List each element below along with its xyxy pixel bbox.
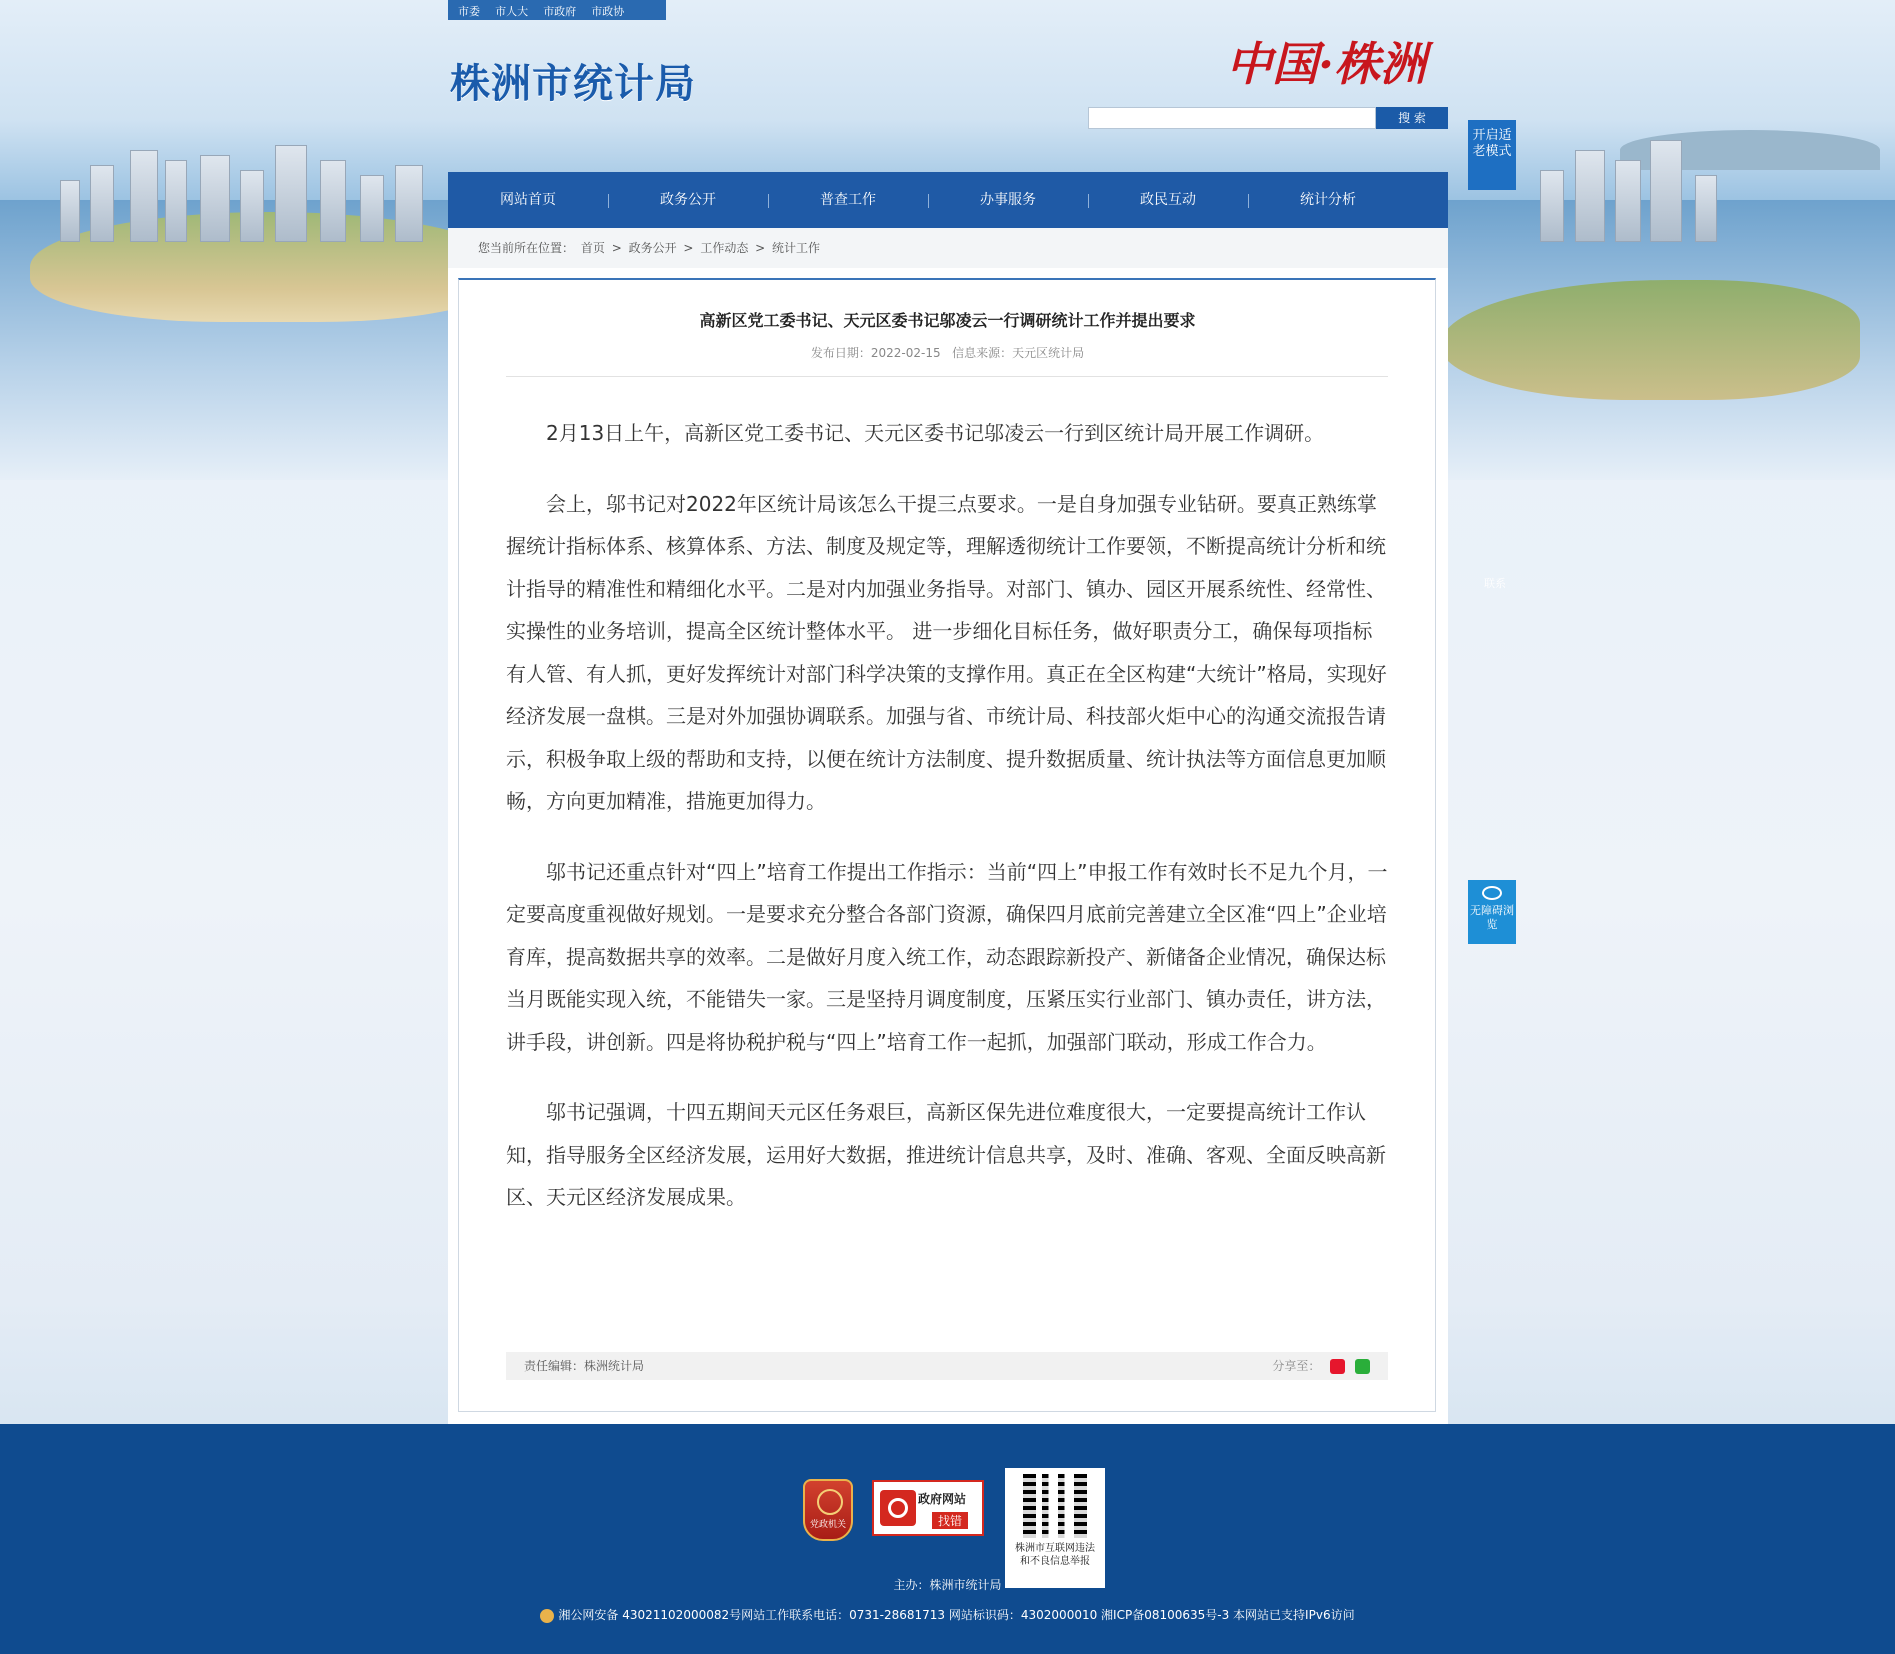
article-title: 高新区党工委书记、天元区委书记邬凌云一行调研统计工作并提出要求 [699, 311, 1196, 330]
article-meta [0, 344, 1895, 361]
accessibility-button[interactable] [1468, 880, 1516, 944]
building [360, 175, 384, 242]
nav-services[interactable]: 办事服务 [928, 172, 1088, 228]
search-input[interactable] [1088, 107, 1376, 129]
magnifier-icon [880, 1490, 916, 1526]
building [130, 150, 158, 242]
top-link-party[interactable]: 市委 [458, 5, 480, 18]
side-contact-label[interactable]: 联系 [1484, 577, 1506, 590]
top-links-bar [448, 0, 666, 20]
top-link-npc[interactable]: 市人大 [495, 5, 529, 18]
accessibility-label: 无障碍浏览 [1470, 904, 1514, 931]
nav-home[interactable]: 网站首页 [500, 192, 556, 208]
wechat-share-icon[interactable] [1355, 1359, 1370, 1374]
editor-bar [506, 1352, 1388, 1380]
source-label: 信息来源： [952, 346, 1013, 360]
article-source: 天元区统计局 [1012, 346, 1085, 360]
building [60, 180, 80, 242]
weibo-share-icon[interactable] [1330, 1359, 1345, 1374]
breadcrumb-gov-affairs[interactable]: 政务公开 [628, 241, 677, 255]
main-nav [448, 172, 1448, 228]
breadcrumb-separator: > [683, 241, 694, 255]
elder-mode-button[interactable]: 开启适老模式 [1468, 120, 1516, 190]
breadcrumb-work-news[interactable]: 工作动态 [700, 241, 749, 255]
gov-site-error-report-badge[interactable] [872, 1480, 984, 1536]
party-gov-badge[interactable] [803, 1479, 853, 1541]
record-text: 湘公网安备 43021102000082号网站工作联系电话：0731-28681713 网站标识码：4302000010 湘ICP备08100635号-3 本网站已支持IPv6访问 [558, 1608, 1355, 1622]
site-logo[interactable]: 株洲市统计局 [450, 61, 696, 107]
badge-line2: 找错 [932, 1512, 968, 1529]
report-qr-code[interactable] [1005, 1468, 1105, 1588]
building [1615, 160, 1641, 242]
qr-caption: 株洲市互联网违法和不良信息举报 [1015, 1543, 1095, 1567]
party-gov-badge-label: 党政机关 [809, 1520, 846, 1530]
slogan-calligraphy: 中国·株洲 [1226, 37, 1427, 91]
article-body [506, 412, 1388, 1247]
share-label: 分享至： [1272, 1359, 1321, 1373]
eye-icon [1482, 886, 1502, 900]
footer [0, 1424, 1895, 1654]
nav-census[interactable]: 普查工作 [768, 172, 928, 228]
nav-gov-affairs[interactable]: 政务公开 [608, 172, 768, 228]
badge-line1: 政府网站 [918, 1492, 967, 1506]
breadcrumb [448, 228, 1448, 268]
building [395, 165, 423, 242]
breadcrumb-separator: > [755, 241, 766, 255]
editor-label: 责任编辑： [524, 1359, 585, 1373]
nav-analysis[interactable]: 统计分析 [1248, 172, 1408, 228]
building [275, 145, 307, 242]
top-link-gov[interactable]: 市政府 [543, 5, 577, 18]
qr-code-icon [1023, 1474, 1087, 1538]
article-paragraph: 邬书记强调，十四五期间天元区任务艰巨，高新区保先进位难度很大，一定要提高统计工作认知，指导服务全区经济发展，运用好大数据，推进统计信息共享，及时、准确、客观、全面反映高新区、天元区经济发展成果。 [506, 1100, 1386, 1209]
breadcrumb-label: 您当前所在位置： [478, 241, 575, 255]
top-link-cppcc[interactable]: 市政协 [591, 5, 625, 18]
breadcrumb-stats-work[interactable]: 统计工作 [772, 241, 821, 255]
breadcrumb-separator: > [611, 241, 622, 255]
search-button[interactable]: 搜 索 [1376, 107, 1448, 129]
breadcrumb-home[interactable]: 首页 [580, 241, 605, 255]
nav-interaction[interactable]: 政民互动 [1088, 172, 1248, 228]
building [320, 160, 346, 242]
record-info [0, 1606, 1895, 1623]
building [240, 170, 264, 242]
editor-name: 株洲统计局 [584, 1359, 645, 1373]
police-badge-icon [540, 1609, 554, 1623]
building [165, 160, 187, 242]
article-paragraph: 会上，邬书记对2022年区统计局该怎么干提三点要求。一是自身加强专业钻研。要真正熟练掌握统计指标体系、核算体系、方法、制度及规定等，理解透彻统计工作要领，不断提高统计分析和统计指导的精准性和精细化水平。二是对内加强业务指导。对部门、镇办、园区开展系统性、经常性、实操性的业务培训，提高全区统计整体水平。 进一步细化目标任务，做好职责分工，确保每项指标有人管、有人抓，更好发挥统计对部门科学决策的支撑作用。真正在全区构建“大统计”格局，实现好经济发展一盘棋。三是对外加强协调联系。加强与省、市统计局、科技部火炬中心的沟通交流报告请示，积极争取上级的帮助和支持，以便在统计方法制度、提升数据质量、统计执法等方面信息更加顺畅，方向更加精准，措施更加得力。 [506, 491, 1387, 813]
date-label: 发布日期： [810, 346, 871, 360]
publish-date: 2022-02-15 [870, 346, 941, 360]
building [1540, 170, 1564, 242]
building [1695, 175, 1717, 242]
building [1650, 140, 1682, 242]
building [90, 165, 114, 242]
host-info: 主办：株洲市统计局 [893, 1578, 1002, 1592]
title-divider [506, 376, 1388, 377]
article-paragraph: 邬书记还重点针对“四上”培育工作提出工作指示：当前“四上”申报工作有效时长不足九个月，一定要高度重视做好规划。一是要求充分整合各部门资源，确保四月底前完善建立全区准“四上”企业培育库，提高数据共享的效率。二是做好月度入统工作，动态跟踪新投产、新储备企业情况，确保达标当月既能实现入统，不能错失一家。三是坚持月调度制度，压紧压实行业部门、镇办责任，讲方法，讲手段，讲创新。四是将协税护税与“四上”培育工作一起抓，加强部门联动，形成工作合力。 [506, 859, 1388, 1054]
article-paragraph: 2月13日上午，高新区党工委书记、天元区委书记邬凌云一行到区统计局开展工作调研。 [546, 421, 1325, 445]
building [1575, 150, 1605, 242]
emblem-icon [817, 1489, 843, 1515]
share-area [1272, 1352, 1370, 1380]
building [200, 155, 230, 242]
